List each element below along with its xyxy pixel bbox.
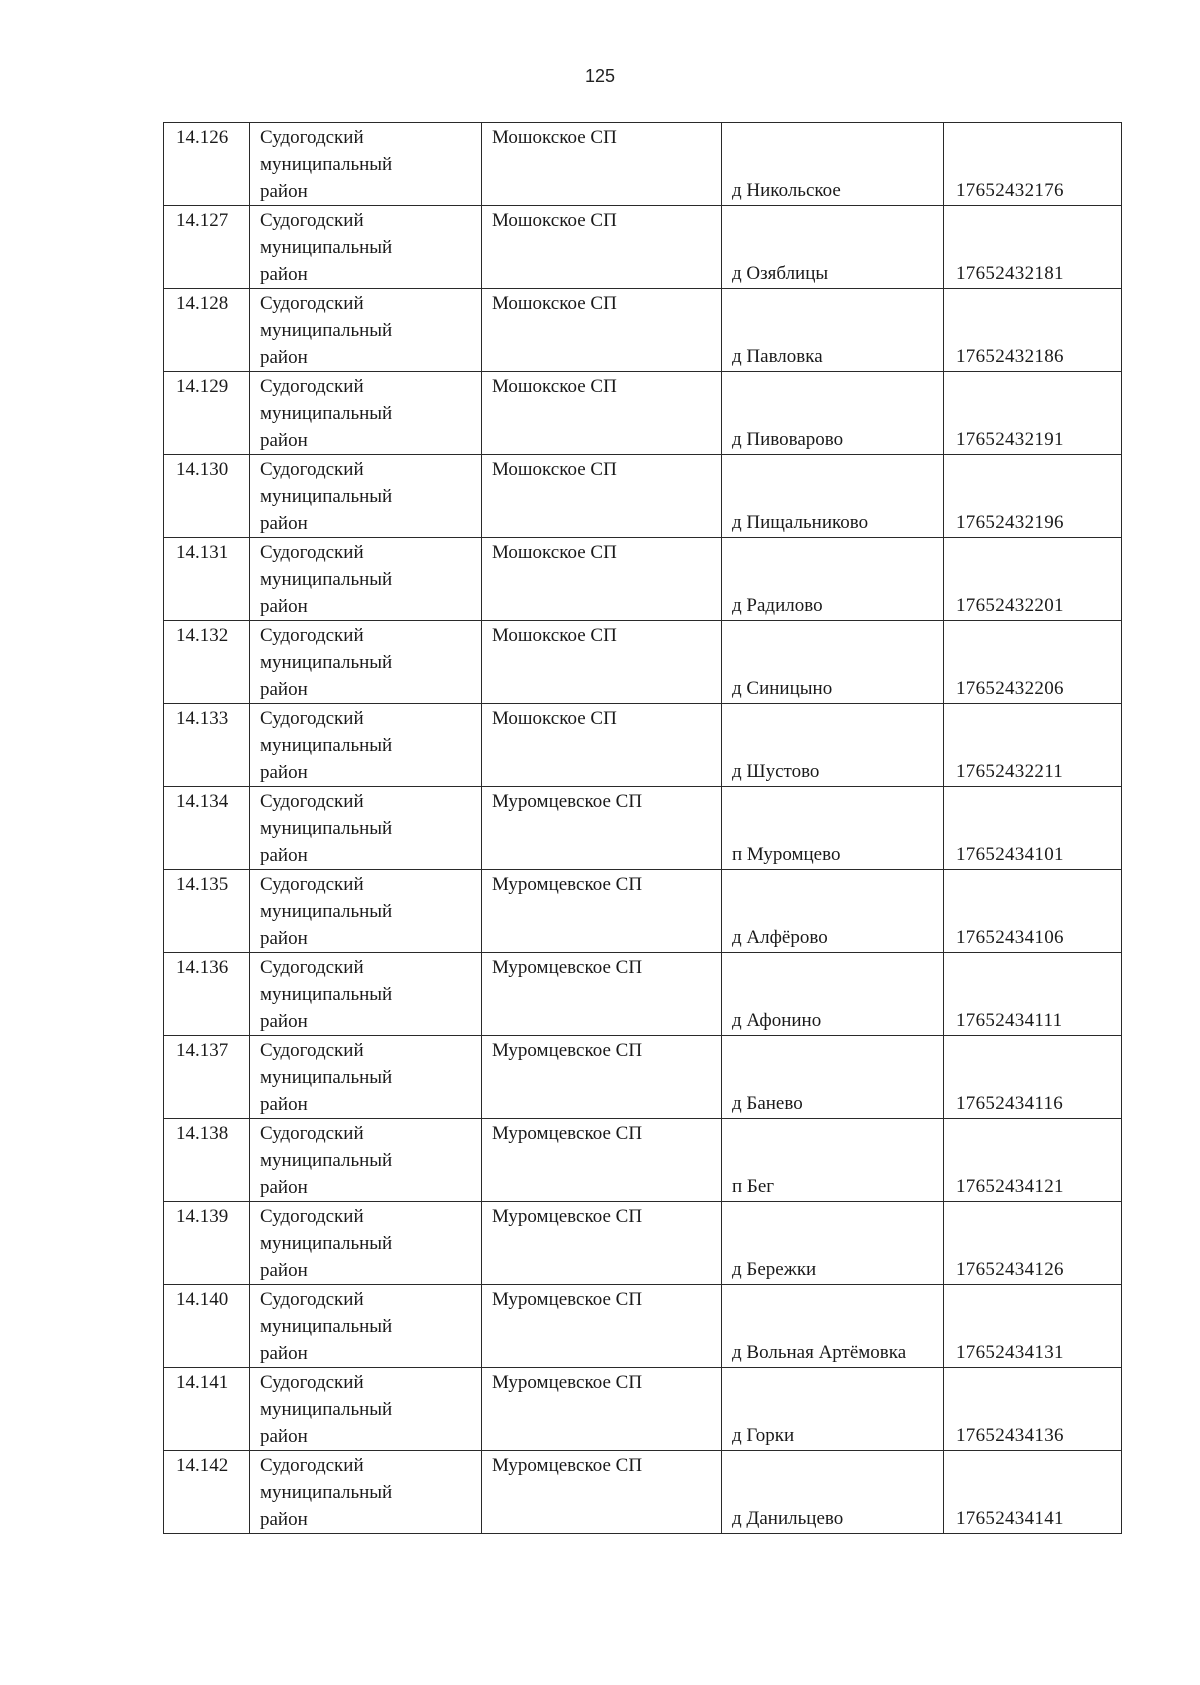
district-line: Судогодский: [260, 1455, 364, 1476]
district-cell: [250, 1285, 482, 1368]
district-line: Судогодский: [260, 957, 364, 978]
district-line: район: [260, 1343, 308, 1364]
district-line: район: [260, 928, 308, 949]
oktmo-code-cell: 17652434106: [944, 870, 1122, 953]
district-line: район: [260, 1094, 308, 1115]
settlement-cell: Муромцевское СП: [482, 1202, 722, 1285]
settlement-cell: Муромцевское СП: [482, 1368, 722, 1451]
district-line: муниципальный: [260, 818, 393, 839]
district-cell: [250, 787, 482, 870]
row-number: 14.137: [164, 1036, 250, 1119]
table-row: [164, 621, 1122, 704]
district-cell: [250, 1451, 482, 1534]
district-cell: [250, 1119, 482, 1202]
district-line: район: [260, 1426, 308, 1447]
row-number: 14.132: [164, 621, 250, 704]
table-row: [164, 372, 1122, 455]
district-line: муниципальный: [260, 1150, 393, 1171]
district-line: муниципальный: [260, 569, 393, 590]
settlements-table: [163, 122, 1122, 1534]
district-cell: [250, 953, 482, 1036]
district-line: Судогодский: [260, 791, 364, 812]
district-line: район: [260, 1509, 308, 1530]
district-line: муниципальный: [260, 320, 393, 341]
row-number: 14.128: [164, 289, 250, 372]
oktmo-code-cell: 17652434136: [944, 1368, 1122, 1451]
row-number: 14.129: [164, 372, 250, 455]
district-line: Судогодский: [260, 874, 364, 895]
district-line: муниципальный: [260, 652, 393, 673]
locality-cell: д Павловка: [722, 289, 944, 372]
district-cell: [250, 455, 482, 538]
row-number: 14.135: [164, 870, 250, 953]
district-line: район: [260, 845, 308, 866]
settlement-cell: Муромцевское СП: [482, 1036, 722, 1119]
row-number: 14.142: [164, 1451, 250, 1534]
district-line: Судогодский: [260, 1372, 364, 1393]
district-line: район: [260, 1260, 308, 1281]
table-row: [164, 870, 1122, 953]
locality-cell: д Афонино: [722, 953, 944, 1036]
locality-cell: д Банево: [722, 1036, 944, 1119]
table-row: [164, 1451, 1122, 1534]
table-row: [164, 123, 1122, 206]
district-cell: [250, 1202, 482, 1285]
row-number: 14.133: [164, 704, 250, 787]
settlement-cell: Муромцевское СП: [482, 953, 722, 1036]
oktmo-code-cell: 17652434111: [944, 953, 1122, 1036]
oktmo-code-cell: 17652434101: [944, 787, 1122, 870]
locality-cell: д Никольское: [722, 123, 944, 206]
settlement-cell: Мошокское СП: [482, 621, 722, 704]
district-line: муниципальный: [260, 403, 393, 424]
table-row: [164, 455, 1122, 538]
locality-cell: д Горки: [722, 1368, 944, 1451]
settlement-cell: Мошокское СП: [482, 455, 722, 538]
district-line: Судогодский: [260, 1040, 364, 1061]
district-line: Судогодский: [260, 708, 364, 729]
district-line: Судогодский: [260, 1206, 364, 1227]
row-number: 14.136: [164, 953, 250, 1036]
district-cell: [250, 372, 482, 455]
oktmo-code-cell: 17652434126: [944, 1202, 1122, 1285]
row-number: 14.126: [164, 123, 250, 206]
district-line: муниципальный: [260, 1233, 393, 1254]
locality-cell: д Бережки: [722, 1202, 944, 1285]
oktmo-code-cell: 17652432176: [944, 123, 1122, 206]
district-line: Судогодский: [260, 376, 364, 397]
district-line: район: [260, 181, 308, 202]
district-line: район: [260, 679, 308, 700]
district-line: муниципальный: [260, 901, 393, 922]
table-row: [164, 1285, 1122, 1368]
locality-cell: п Муромцево: [722, 787, 944, 870]
district-line: район: [260, 430, 308, 451]
district-line: Судогодский: [260, 293, 364, 314]
district-line: район: [260, 347, 308, 368]
table-row: [164, 704, 1122, 787]
table-row: [164, 1036, 1122, 1119]
locality-cell: д Шустово: [722, 704, 944, 787]
locality-cell: д Пивоварово: [722, 372, 944, 455]
row-number: 14.140: [164, 1285, 250, 1368]
settlement-cell: Мошокское СП: [482, 289, 722, 372]
district-line: район: [260, 762, 308, 783]
district-line: муниципальный: [260, 154, 393, 175]
district-cell: [250, 870, 482, 953]
settlements-table-container: [163, 122, 1122, 1534]
settlement-cell: Муромцевское СП: [482, 1119, 722, 1202]
settlement-cell: Муромцевское СП: [482, 1451, 722, 1534]
district-line: Судогодский: [260, 127, 364, 148]
oktmo-code-cell: 17652432211: [944, 704, 1122, 787]
oktmo-code-cell: 17652434116: [944, 1036, 1122, 1119]
locality-cell: д Пищальниково: [722, 455, 944, 538]
settlement-cell: Мошокское СП: [482, 372, 722, 455]
district-line: муниципальный: [260, 1482, 393, 1503]
locality-cell: д Радилово: [722, 538, 944, 621]
table-row: [164, 1119, 1122, 1202]
oktmo-code-cell: 17652432191: [944, 372, 1122, 455]
district-line: район: [260, 513, 308, 534]
oktmo-code-cell: 17652434131: [944, 1285, 1122, 1368]
district-line: Судогодский: [260, 542, 364, 563]
district-line: муниципальный: [260, 735, 393, 756]
district-line: район: [260, 596, 308, 617]
table-row: [164, 787, 1122, 870]
row-number: 14.138: [164, 1119, 250, 1202]
row-number: 14.130: [164, 455, 250, 538]
table-row: [164, 953, 1122, 1036]
district-cell: [250, 206, 482, 289]
oktmo-code-cell: 17652434121: [944, 1119, 1122, 1202]
district-line: Судогодский: [260, 625, 364, 646]
district-cell: [250, 1036, 482, 1119]
table-row: [164, 538, 1122, 621]
settlement-cell: Мошокское СП: [482, 538, 722, 621]
district-cell: [250, 538, 482, 621]
row-number: 14.134: [164, 787, 250, 870]
row-number: 14.139: [164, 1202, 250, 1285]
district-line: район: [260, 1011, 308, 1032]
oktmo-code-cell: 17652434141: [944, 1451, 1122, 1534]
row-number: 14.141: [164, 1368, 250, 1451]
district-line: Судогодский: [260, 210, 364, 231]
table-body: [164, 123, 1122, 1534]
row-number: 14.131: [164, 538, 250, 621]
locality-cell: д Синицыно: [722, 621, 944, 704]
settlement-cell: Мошокское СП: [482, 206, 722, 289]
district-line: Судогодский: [260, 1289, 364, 1310]
locality-cell: д Данильцево: [722, 1451, 944, 1534]
district-line: район: [260, 1177, 308, 1198]
page-number: 125: [584, 66, 616, 86]
oktmo-code-cell: 17652432181: [944, 206, 1122, 289]
table-row: [164, 1368, 1122, 1451]
settlement-cell: Муромцевское СП: [482, 870, 722, 953]
locality-cell: п Бег: [722, 1119, 944, 1202]
district-line: муниципальный: [260, 1067, 393, 1088]
district-line: муниципальный: [260, 984, 393, 1005]
locality-cell: д Вольная Артёмовка: [722, 1285, 944, 1368]
settlement-cell: Муромцевское СП: [482, 787, 722, 870]
district-line: муниципальный: [260, 486, 393, 507]
district-line: муниципальный: [260, 1316, 393, 1337]
district-line: муниципальный: [260, 237, 393, 258]
district-cell: [250, 621, 482, 704]
locality-cell: д Алфёрово: [722, 870, 944, 953]
table-row: [164, 1202, 1122, 1285]
oktmo-code-cell: 17652432206: [944, 621, 1122, 704]
settlement-cell: Муромцевское СП: [482, 1285, 722, 1368]
row-number: 14.127: [164, 206, 250, 289]
oktmo-code-cell: 17652432196: [944, 455, 1122, 538]
oktmo-code-cell: 17652432201: [944, 538, 1122, 621]
district-line: муниципальный: [260, 1399, 393, 1420]
district-cell: [250, 289, 482, 372]
district-cell: [250, 123, 482, 206]
locality-cell: д Озяблицы: [722, 206, 944, 289]
district-cell: [250, 1368, 482, 1451]
district-line: район: [260, 264, 308, 285]
oktmo-code-cell: 17652432186: [944, 289, 1122, 372]
table-row: [164, 206, 1122, 289]
district-line: Судогодский: [260, 459, 364, 480]
settlement-cell: Мошокское СП: [482, 704, 722, 787]
district-line: Судогодский: [260, 1123, 364, 1144]
district-cell: [250, 704, 482, 787]
table-row: [164, 289, 1122, 372]
settlement-cell: Мошокское СП: [482, 123, 722, 206]
